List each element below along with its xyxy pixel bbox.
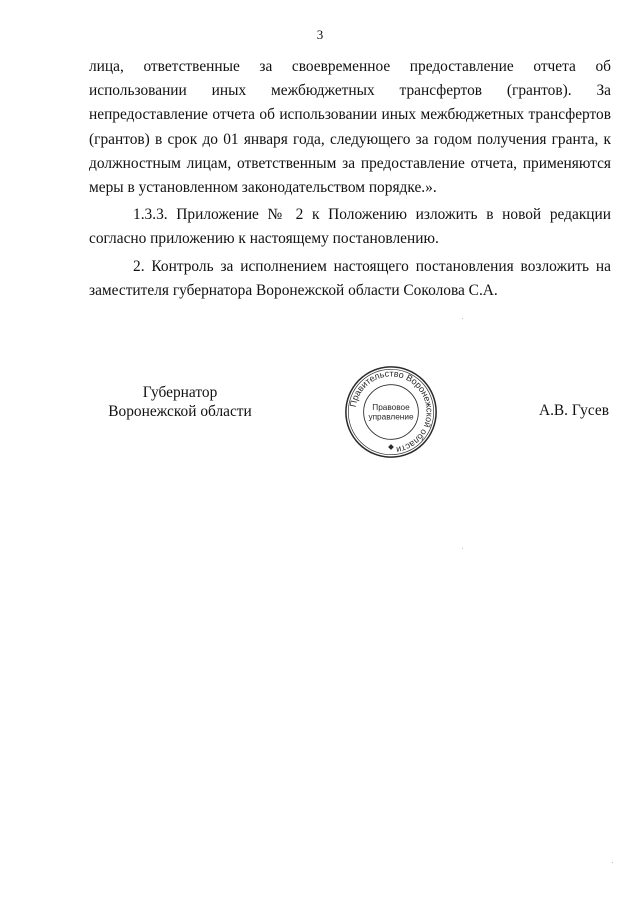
scan-speck bbox=[462, 548, 463, 549]
document-body bbox=[89, 55, 611, 303]
seal-inner-line-2: управление bbox=[368, 412, 414, 422]
paragraph-amendment: 1.3.3. Приложение № 2 к Положению изложить в новой редакции согласно приложению к настоящему постановлению. bbox=[89, 206, 611, 248]
seal-diamond-icon bbox=[388, 444, 394, 450]
seal-inner-line-1: Правовое bbox=[372, 403, 410, 413]
scan-speck bbox=[462, 318, 463, 319]
scan-speck bbox=[612, 862, 613, 863]
paragraph-continuation: лица, ответственные за своевременное предоставление отчета об использовании иных межбюджетных трансфертов (грантов). За непредоставление отчета об использовании иных межбюджетных трансфертов (грантов) в срок до 01 января года, следующего за годом получения гранта, к должностным лицам, ответственным за предоставление отчета, применяются меры в установленном законодательством порядке.». bbox=[89, 58, 611, 197]
signatory-position-line-1: Губернатор bbox=[142, 384, 218, 401]
signatory-name: А.В. Гусев bbox=[538, 402, 609, 419]
signatory-position-line-2: Воронежской области bbox=[108, 403, 252, 420]
signatory-position bbox=[95, 383, 265, 421]
paragraph-control: 2. Контроль за исполнением настоящего постановления возложить на заместителя губернатора Воронежской области Соколова С.А. bbox=[89, 257, 611, 299]
page-number: 3 bbox=[316, 27, 324, 42]
seal-outer-text: Правительство Воронежской области bbox=[347, 368, 435, 456]
official-seal bbox=[343, 364, 439, 460]
